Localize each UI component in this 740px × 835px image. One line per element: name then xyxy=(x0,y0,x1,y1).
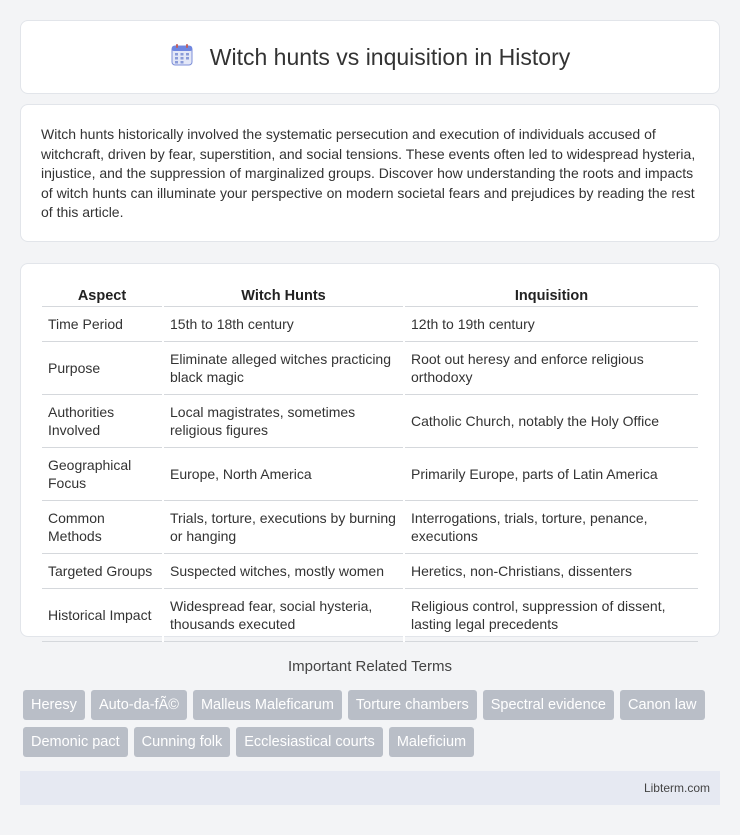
table-cell: Geographical Focus xyxy=(42,448,163,501)
related-term-tag[interactable]: Maleficium xyxy=(389,727,474,757)
comparison-table-card xyxy=(20,263,720,637)
table-cell: Catholic Church, notably the Holy Office xyxy=(404,395,698,448)
table-cell: Local magistrates, sometimes religious figures xyxy=(163,395,404,448)
table-row xyxy=(42,554,698,589)
related-terms-title: Important Related Terms xyxy=(288,658,452,675)
table-cell: Widespread fear, social hysteria, thousands executed xyxy=(163,589,404,642)
table-cell: Europe, North America xyxy=(163,448,404,501)
table-row xyxy=(42,589,698,642)
table-cell: Purpose xyxy=(42,342,163,395)
table-header-row xyxy=(42,284,698,307)
table-cell: Suspected witches, mostly women xyxy=(163,554,404,589)
table-cell: Targeted Groups xyxy=(42,554,163,589)
related-term-tag[interactable]: Demonic pact xyxy=(23,727,128,757)
table-cell: 12th to 19th century xyxy=(404,307,698,342)
table-cell: Root out heresy and enforce religious orthodoxy xyxy=(404,342,698,395)
related-term-tag[interactable]: Auto-da-fÃ© xyxy=(91,690,187,720)
table-row xyxy=(42,501,698,554)
intro-text: Witch hunts historically involved the systematic persecution and execution of individuals accused of witchcraft, driven by fear, superstition, and social tensions. These events often led to widespread hysteria, injustice, and the suppression of marginalized groups. Discover how understanding the roots and impacts of witch hunts can illuminate your perspective on modern societal fears and prejudices by reading the rest of this article. xyxy=(41,126,696,220)
table-row xyxy=(42,395,698,448)
related-term-tag[interactable]: Canon law xyxy=(620,690,705,720)
header-card xyxy=(20,20,720,94)
comparison-table xyxy=(42,284,698,642)
column-header: Inquisition xyxy=(404,284,698,307)
table-cell: Religious control, suppression of dissent, lasting legal precedents xyxy=(404,589,698,642)
table-cell: Trials, torture, executions by burning or hanging xyxy=(163,501,404,554)
intro-card xyxy=(20,104,720,242)
table-row xyxy=(42,307,698,342)
table-cell: 15th to 18th century xyxy=(163,307,404,342)
table-row xyxy=(42,342,698,395)
table-cell: Heretics, non-Christians, dissenters xyxy=(404,554,698,589)
table-row xyxy=(42,448,698,501)
column-header: Witch Hunts xyxy=(163,284,404,307)
footer xyxy=(20,771,720,805)
related-term-tag[interactable]: Cunning folk xyxy=(134,727,231,757)
table-cell: Common Methods xyxy=(42,501,163,554)
footer-site-link[interactable]: Libterm.com xyxy=(643,781,710,795)
related-term-tag[interactable]: Ecclesiastical courts xyxy=(236,727,383,757)
table-cell: Historical Impact xyxy=(42,589,163,642)
table-cell: Interrogations, trials, torture, penance, executions xyxy=(404,501,698,554)
calendar-icon xyxy=(170,43,194,72)
related-terms-list xyxy=(23,690,723,757)
table-cell: Authorities Involved xyxy=(42,395,163,448)
table-cell: Primarily Europe, parts of Latin America xyxy=(404,448,698,501)
related-term-tag[interactable]: Malleus Maleficarum xyxy=(193,690,342,720)
related-term-tag[interactable]: Heresy xyxy=(23,690,85,720)
page-title: Witch hunts vs inquisition in History xyxy=(209,43,571,70)
column-header: Aspect xyxy=(42,284,163,307)
table-cell: Eliminate alleged witches practicing black magic xyxy=(163,342,404,395)
table-cell: Time Period xyxy=(42,307,163,342)
related-term-tag[interactable]: Spectral evidence xyxy=(483,690,614,720)
related-term-tag[interactable]: Torture chambers xyxy=(348,690,477,720)
